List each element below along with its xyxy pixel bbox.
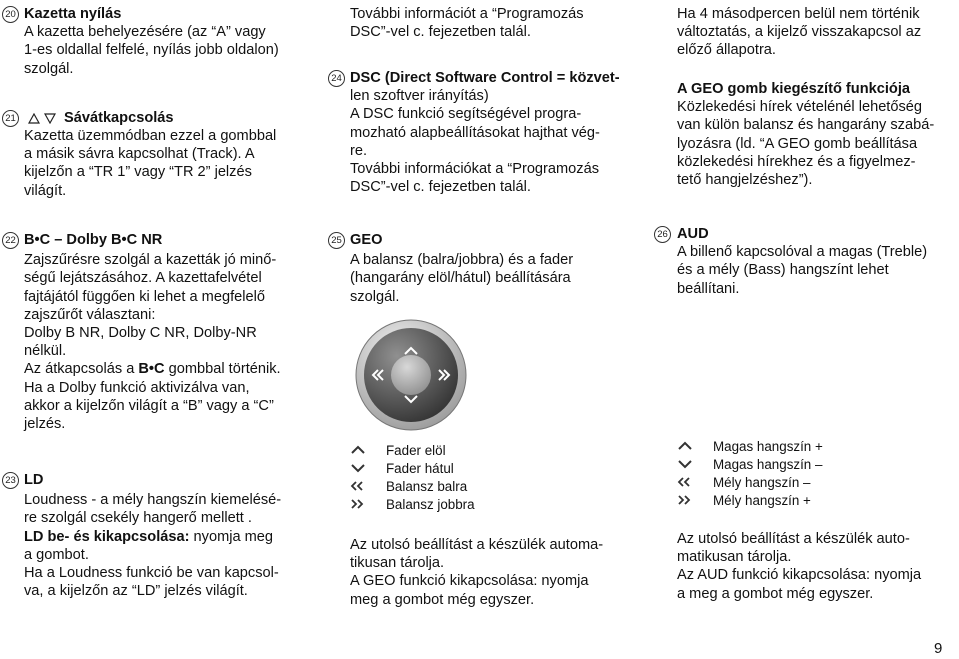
text-line: beállítani. bbox=[677, 280, 740, 297]
text-line: közlekedési hírekhez és a figyelmez- bbox=[677, 153, 916, 170]
text-line: zajszűrőt választani: bbox=[24, 306, 156, 323]
section-aud bbox=[677, 225, 949, 298]
section-title: A GEO gomb kiegészítő funkciója bbox=[677, 81, 910, 97]
section-title: LD bbox=[24, 472, 44, 488]
text-line: meg a gombot még egyszer. bbox=[350, 591, 535, 608]
text-line: (hangarány elöl/hátul) beállítására bbox=[350, 270, 571, 287]
text-line: A billenő kapcsolóval a magas (Treble) bbox=[677, 244, 928, 261]
section-title: GEO bbox=[350, 232, 383, 248]
section-geo bbox=[350, 231, 642, 306]
section-title: B•C – Dolby B•C NR bbox=[24, 232, 163, 248]
text-line: a meg a gombot még egyszer. bbox=[677, 585, 874, 602]
aud-notes bbox=[677, 530, 949, 603]
text-line: változtatás, a kijelző visszakapcsol az bbox=[677, 24, 922, 41]
text-line: mozható alapbeállításokat hajthat vég- bbox=[350, 124, 600, 141]
text-line: Ha 4 másodpercen belül nem történik bbox=[677, 6, 920, 22]
section-dsc-intro bbox=[350, 5, 642, 41]
section-title: Sávátkapcsolás bbox=[64, 110, 174, 126]
text-line: matikusan tárolja. bbox=[677, 549, 792, 566]
text-line: DSC”-vel c. fejezetben talál. bbox=[350, 179, 531, 196]
text-line: kijelzőn a “TR 1” vagy “TR 2” jelzés bbox=[24, 164, 252, 181]
text-line: Az AUD funkció kikapcsolása: nyomja bbox=[677, 567, 922, 584]
section-cassette-slot bbox=[24, 5, 309, 78]
item-number-26: 26 bbox=[654, 226, 671, 243]
text-line: A balansz (balra/jobbra) és a fader bbox=[350, 252, 574, 269]
text-line: Az átkapcsolás a B•C gombbal történik. bbox=[24, 361, 281, 378]
text-line: Zajszűrésre szolgál a kazetták jó minő- bbox=[24, 252, 277, 269]
text-line: Ha a Loudness funkció be van kapcsol- bbox=[24, 565, 279, 582]
text-line: szolgál. bbox=[350, 288, 400, 305]
section-title: DSC (Direct Software Control = közvet- bbox=[350, 70, 620, 86]
text-line: ségű lejátszásához. A kazettafelvétel bbox=[24, 270, 262, 287]
double-chevron-left-icon bbox=[677, 477, 697, 487]
text-line: re szolgál csekély hangerő mellett . bbox=[24, 510, 252, 527]
text-line: LD be- és kikapcsolása: nyomja meg bbox=[24, 528, 274, 545]
text-line: Kazetta üzemmódban ezzel a gombbal bbox=[24, 128, 277, 144]
text-line: va, a kijelzőn az “LD” jelzés világít. bbox=[24, 583, 248, 600]
section-display-timeout bbox=[677, 5, 949, 60]
text-line: A kazetta behelyezésére (az “A” vagy bbox=[24, 24, 266, 41]
text-line: re. bbox=[350, 142, 368, 159]
text-line: A GEO funkció kikapcsolása: nyomja bbox=[350, 573, 589, 590]
text-line: Ha a Dolby funkció aktivizálva van, bbox=[24, 379, 250, 396]
section-track-switch bbox=[24, 109, 309, 200]
section-dsc bbox=[350, 69, 642, 196]
chevron-down-icon bbox=[350, 463, 366, 473]
triangle-down-icon bbox=[44, 113, 56, 124]
item-number-24: 24 bbox=[328, 70, 345, 87]
text-line: nélkül. bbox=[24, 343, 67, 360]
text-line: Az utolsó beállítást a készülék auto- bbox=[677, 531, 910, 547]
text-line: tikusan tárolja. bbox=[350, 555, 445, 572]
item-number-20: 20 bbox=[2, 6, 19, 23]
text-line: Az utolsó beállítást a készülék automa- bbox=[350, 537, 604, 553]
text-line: DSC”-vel c. fejezetben talál. bbox=[350, 24, 531, 41]
double-chevron-right-icon bbox=[350, 499, 370, 509]
section-title: Kazetta nyílás bbox=[24, 6, 122, 22]
text-line: lyozásra (ld. “A GEO gomb beállítása bbox=[677, 135, 918, 152]
geo-knob-illustration bbox=[354, 318, 468, 432]
chevron-up-icon bbox=[677, 441, 693, 451]
section-title: AUD bbox=[677, 226, 709, 242]
section-loudness bbox=[24, 471, 309, 600]
chevron-up-icon bbox=[350, 445, 366, 455]
text-line: tető hangjelzéshez”). bbox=[677, 172, 813, 189]
text-line: szolgál. bbox=[24, 60, 74, 77]
text-line: A DSC funkció segítségével progra- bbox=[350, 106, 582, 123]
section-title-cont: len szoftver irányítás) bbox=[350, 88, 489, 105]
text-line: Loudness - a mély hangszín kiemelésé- bbox=[24, 492, 282, 509]
double-chevron-left-icon bbox=[350, 481, 370, 491]
item-number-25: 25 bbox=[328, 232, 345, 249]
text-line: jelzés. bbox=[24, 416, 66, 433]
geo-notes bbox=[350, 536, 642, 609]
item-number-21: 21 bbox=[2, 110, 19, 127]
section-dolby-nr bbox=[24, 231, 309, 433]
text-line: Közlekedési hírek vételénél lehetőség bbox=[677, 99, 923, 116]
text-line: világít. bbox=[24, 182, 67, 199]
triangle-up-icon bbox=[28, 113, 40, 124]
text-line: és a mély (Bass) hangszínt lehet bbox=[677, 262, 889, 279]
item-number-23: 23 bbox=[2, 472, 19, 489]
text-line: a másik sávra kapcsolhat (Track). A bbox=[24, 146, 255, 163]
double-chevron-right-icon bbox=[677, 495, 697, 505]
page-number: 9 bbox=[934, 640, 943, 657]
text-line: További információt a “Programozás bbox=[350, 6, 584, 22]
text-line: előző állapotra. bbox=[677, 42, 776, 59]
text-line: fajtájától függően ki lehet a megfelelő bbox=[24, 288, 265, 305]
text-line: További információkat a “Programozás bbox=[350, 161, 600, 178]
text-line: akkor a kijelzőn világít a “B” vagy a “C” bbox=[24, 397, 274, 414]
text-line: 1-es oldallal felfelé, nyílás jobb oldalon) bbox=[24, 42, 279, 59]
item-number-22: 22 bbox=[2, 232, 19, 249]
chevron-down-icon bbox=[677, 459, 693, 469]
text-line: Dolby B NR, Dolby C NR, Dolby-NR bbox=[24, 325, 257, 342]
text-line: a gombot. bbox=[24, 546, 89, 563]
section-geo-extra bbox=[677, 80, 949, 189]
text-line: van külön balansz és hangarány szabá- bbox=[677, 117, 935, 134]
